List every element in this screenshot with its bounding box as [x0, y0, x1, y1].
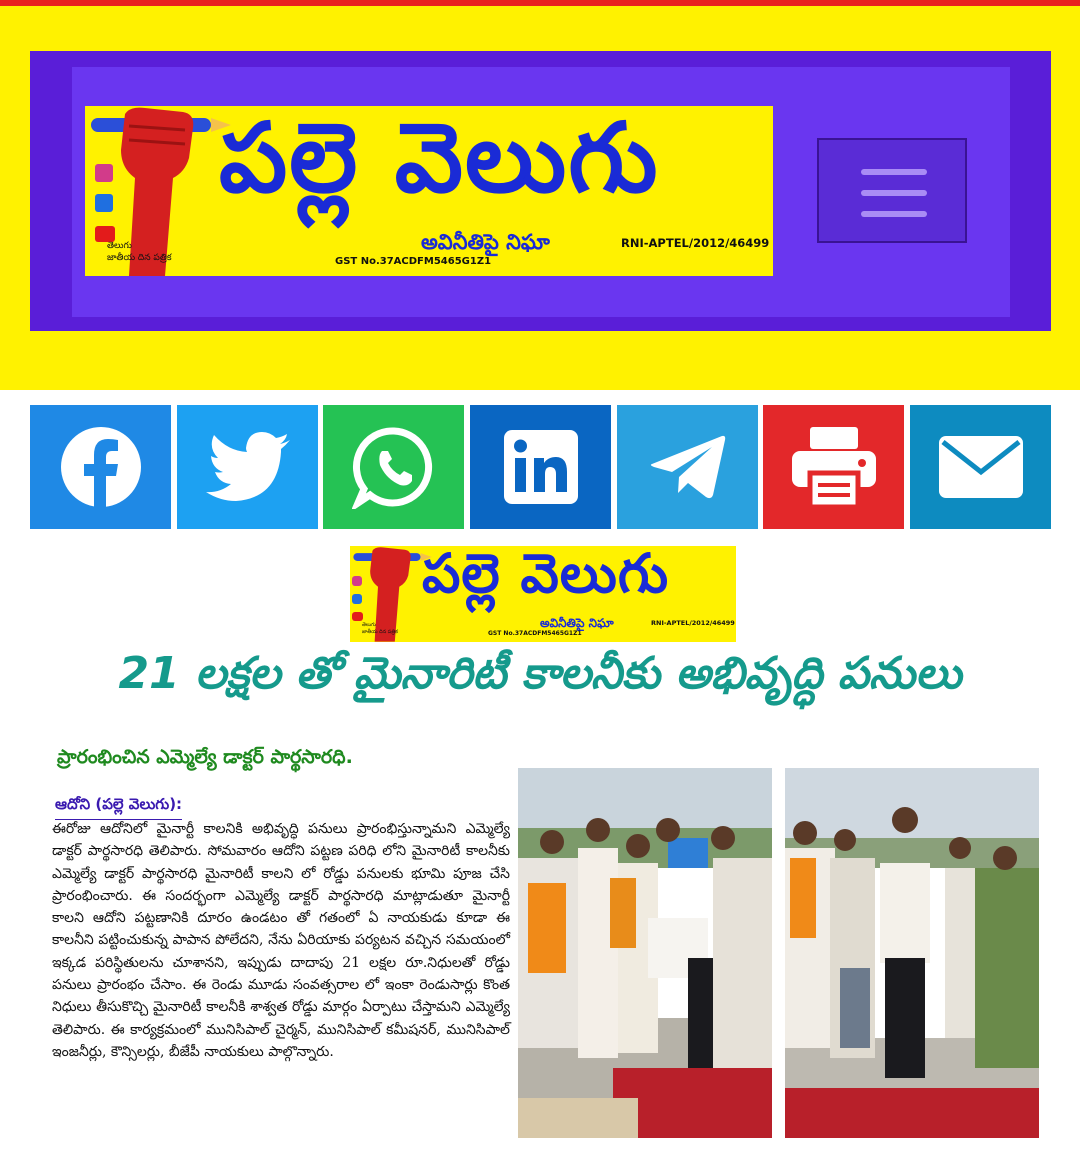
- youtube-icon: [352, 612, 363, 621]
- logo-tagline: అవినీతిపై నిఘా: [540, 616, 614, 630]
- logo-subtitle: తెలుగు జాతీయ దిన పత్రిక: [362, 622, 398, 635]
- article-subheading: ప్రారంభించిన ఎమ్మెల్యే డాక్టర్ పార్థసారధి.: [57, 746, 353, 768]
- article-photo-mla-ground-breaking: [785, 768, 1039, 1138]
- logo-title: పల్లె వెలుగు: [422, 546, 670, 605]
- article-body: ఈరోజు ఆదోనిలో మైనార్టీ కాలనికి అభివృద్ధి పనులు ప్రారంభిస్తున్నామని ఎమ్మెల్యే డాక్టర్ పార్థసారధి తెలిపారు. సోమవారం ఆదోని పట్టణ పరిధి లోని మైనారిటీ కాలనీకు ఎమ్మెల్యే డాక్టర్ పార్థసారధి మైనారిటీ కాలని లో రోడ్డు పనులకు భూమి పూజ చేసి ప్రారంభించారు. ఈ సందర్భంగా ఎమ్మెల్యే డాక్టర్ పార్థసారధి మాట్లాడుతూ మైనార్టీ కాలని ఆదోని పట్టణానికి దూరం ఉండటం తో గతంలో ఏ నాయకుడు కూడా ఈ కాలనీని పట్టించుకున్న పాపాన పోలేదని, నేను ఏరియాకు పర్యటన వచ్చిన సమయంలో ఇక్కడ పరిస్థితులను చూశానని, ఇప్పుడు దాదాపు 21 లక్షల రూ.నిధులతో రోడ్డు పనులు ప్రారంభం చేసాం. ఈ రెండు మూడు సంవత్సరాల లో ఇంకా రెండుసార్లు కొంత నిధులు తీసుకొచ్చి మైనారిటీ కాలనీకి శాశ్వత రోడ్డు మార్గం ఏర్పాటు చేస్తామని ఎమ్మెల్యే తెలిపారు. ఈ కార్యక్రమంలో మునిసిపాల్ చైర్మన్, మునిసిపాల్ కమీషనర్, మునిసిపాల్ ఇంజనీర్లు, కౌన్సిలర్లు, బీజేపీ నాయకులు పాల్గొన్నారు.: [52, 821, 510, 1060]
- telegram-icon: [650, 434, 726, 500]
- logo-gst: GST No.37ACDFM5465G1Z1: [488, 630, 582, 637]
- hamburger-icon: [861, 190, 927, 196]
- site-logo[interactable]: [85, 106, 773, 276]
- share-linkedin-button[interactable]: [470, 405, 611, 529]
- facebook-icon: [352, 594, 362, 604]
- share-twitter-button[interactable]: [177, 405, 318, 529]
- instagram-icon: [352, 576, 362, 586]
- share-print-button[interactable]: [763, 405, 904, 529]
- share-whatsapp-button[interactable]: [323, 405, 464, 529]
- printer-icon: [792, 427, 876, 507]
- share-telegram-button[interactable]: [617, 405, 758, 529]
- article-logo: [350, 546, 736, 642]
- article-headline: 21 లక్షల తో మైనారిటీ కాలనీకు అభివృద్ధి పనులు: [118, 648, 962, 699]
- facebook-icon: [60, 426, 142, 508]
- facebook-icon[interactable]: [95, 194, 113, 212]
- mail-icon: [939, 436, 1023, 498]
- logo-rni: RNI-APTEL/2012/46499: [651, 619, 735, 627]
- hamburger-icon: [861, 169, 927, 175]
- menu-toggle-button[interactable]: [817, 138, 967, 243]
- logo-subtitle: తెలుగు జాతీయ దిన పత్రిక: [107, 241, 172, 264]
- share-email-button[interactable]: [910, 405, 1051, 529]
- twitter-icon: [206, 432, 290, 502]
- share-buttons: [30, 405, 1051, 529]
- article-photo-bhoomi-puja: [518, 768, 772, 1138]
- logo-tagline: అవినీతిపై నిఘా: [421, 230, 550, 254]
- logo-rni: RNI-APTEL/2012/46499: [621, 236, 770, 250]
- linkedin-icon: [504, 430, 578, 504]
- logo-title: పల్లె వెలుగు: [219, 106, 660, 214]
- instagram-icon[interactable]: [95, 164, 113, 182]
- share-facebook-button[interactable]: [30, 405, 171, 529]
- whatsapp-icon: [352, 425, 436, 509]
- hamburger-icon: [861, 211, 927, 217]
- article-dateline: ఆదోని (పల్లె వెలుగు):: [55, 795, 182, 820]
- logo-gst: GST No.37ACDFM5465G1Z1: [335, 256, 492, 267]
